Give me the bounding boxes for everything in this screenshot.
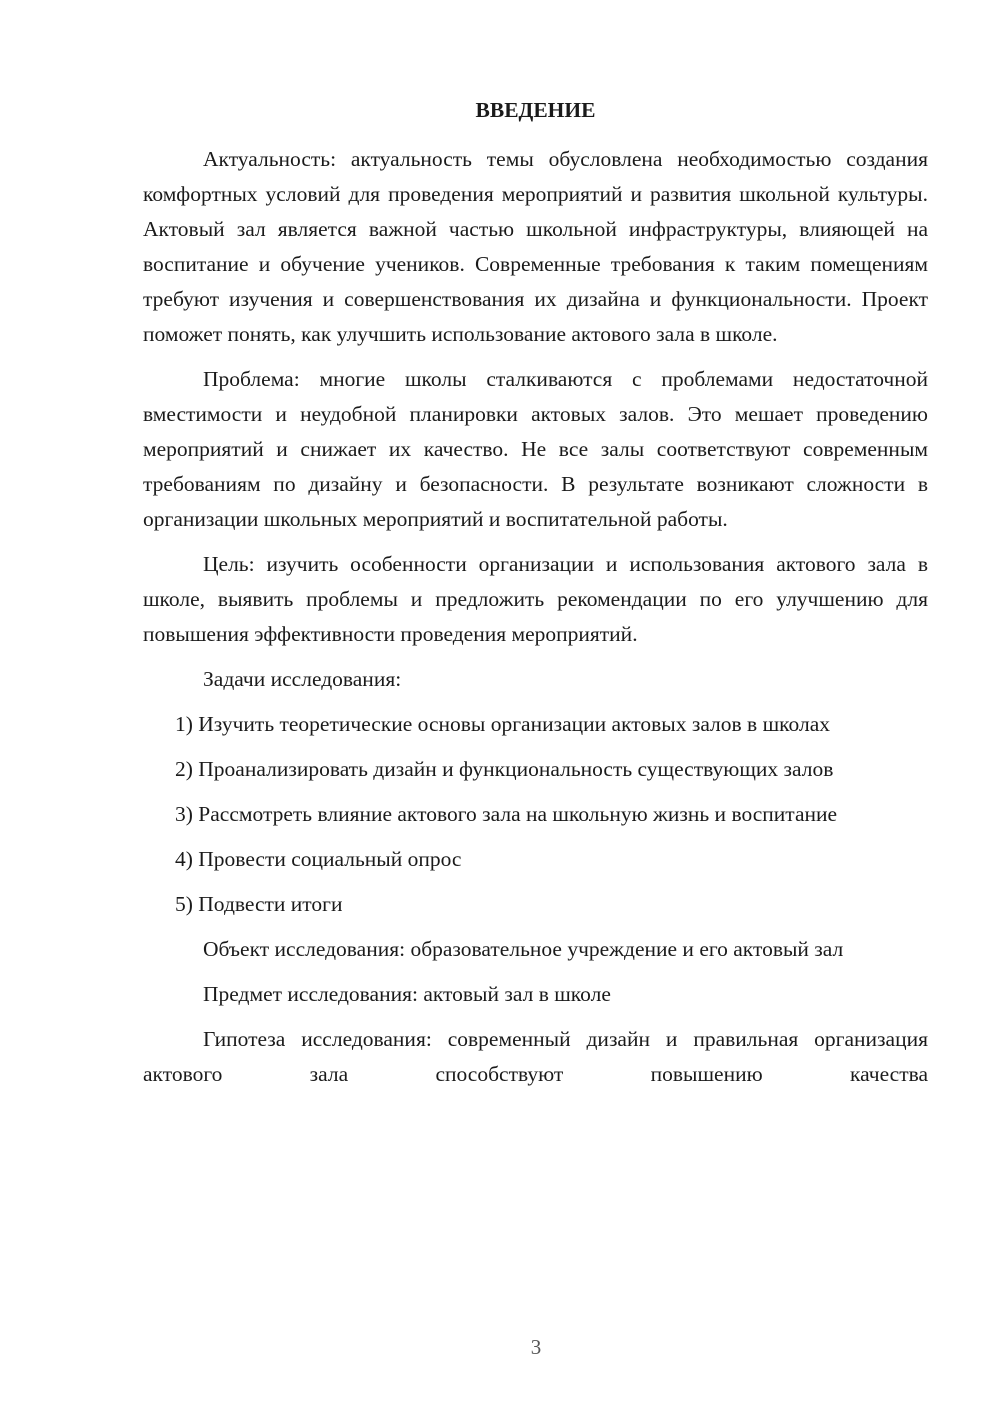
section-title: ВВЕДЕНИЕ [475, 98, 596, 122]
paragraph-object: Объект исследования: образовательное учреждение и его актовый зал [203, 937, 844, 961]
paragraph-hypothesis: Гипотеза исследования: современный дизайн и правильная организация актового зала способствуют повышению качества [143, 1027, 928, 1086]
page-number: 3 [530, 1335, 542, 1359]
task-item-1: 1) Изучить теоретические основы организации актовых залов в школах [175, 712, 830, 736]
paragraph-tasks-heading: Задачи исследования: [203, 667, 402, 691]
paragraph-subject: Предмет исследования: актовый зал в школе [203, 982, 611, 1006]
task-item-5: 5) Подвести итоги [175, 892, 343, 916]
paragraph-relevance: Актуальность: актуальность темы обусловлена необходимостью создания комфортных условий для проведения мероприятий и развития школьной культуры. Актовый зал является важной частью школьной инфраструктуры, влияющей на воспитание и обучение учеников. Современные требования к таким помещениям требуют изучения и совершенствования их дизайна и функциональности. Проект поможет понять, как улучшить использование актового зала в школе. [143, 147, 928, 346]
task-item-4: 4) Провести социальный опрос [175, 847, 462, 871]
task-item-3: 3) Рассмотреть влияние актового зала на школьную жизнь и воспитание [175, 802, 838, 826]
document-body [143, 142, 928, 1092]
paragraph-problem: Проблема: многие школы сталкиваются с проблемами недостаточной вместимости и неудобной планировки актовых залов. Это мешает проведению мероприятий и снижает их качество. Не все залы соответствуют современным требованиям по дизайну и безопасности. В результате возникают сложности в организации школьных мероприятий и воспитательной работы. [143, 367, 928, 531]
task-item-2: 2) Проанализировать дизайн и функциональность существующих залов [175, 757, 834, 781]
paragraph-goal: Цель: изучить особенности организации и использования актового зала в школе, выявить проблемы и предложить рекомендации по его улучшению для повышения эффективности проведения мероприятий. [143, 552, 928, 646]
